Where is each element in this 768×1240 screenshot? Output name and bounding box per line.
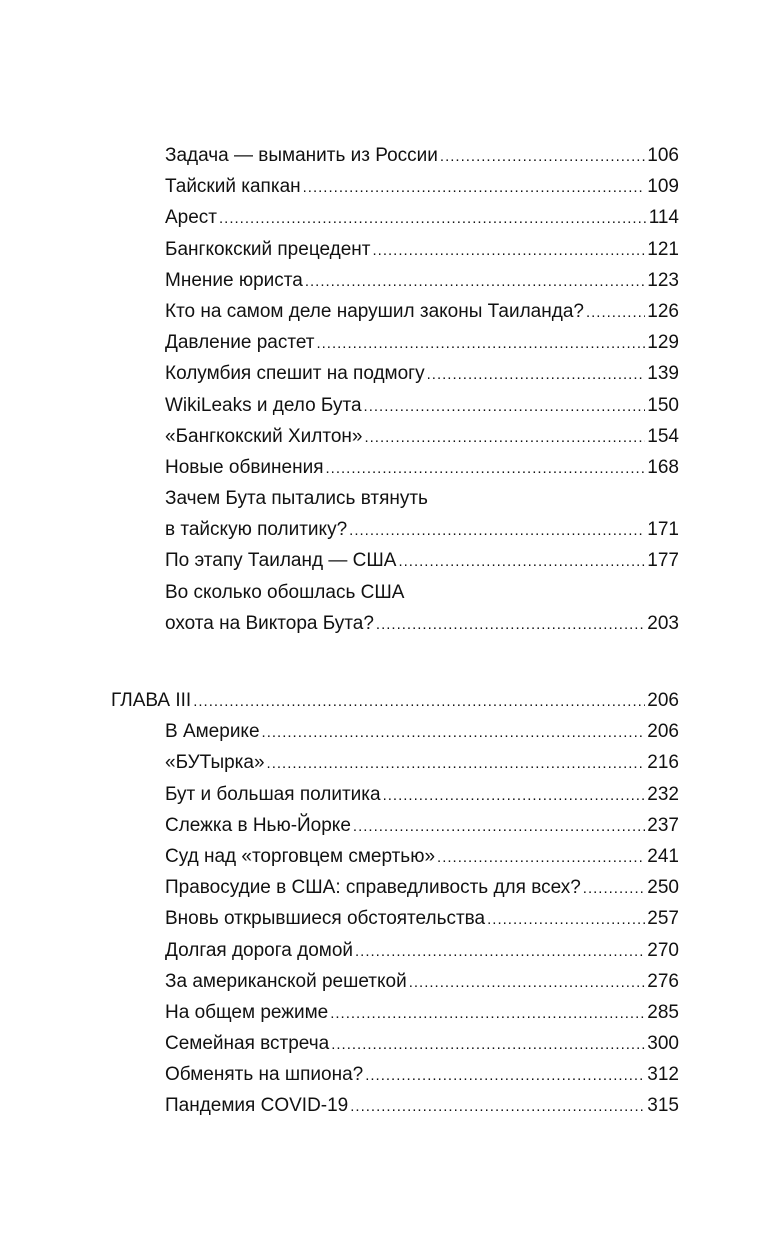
toc-entry-title: WikiLeaks и дело Бута [165, 394, 362, 416]
dot-leader [303, 172, 646, 203]
toc-entry [0, 872, 768, 903]
toc-entry-page: 121 [647, 238, 679, 260]
toc-entry-line [0, 483, 768, 514]
toc-entry-page: 203 [647, 612, 679, 634]
toc-entry-page: 154 [647, 425, 679, 447]
toc-entry [0, 903, 768, 934]
toc-entry-page: 257 [647, 908, 679, 930]
dot-leader [355, 936, 645, 967]
toc-entry-title: Колумбия спешит на подмогу [165, 363, 425, 385]
chapter-heading [0, 685, 768, 716]
toc-entry-line [0, 577, 768, 608]
toc-entry-title: «Бангкокский Хилтон» [165, 425, 363, 447]
toc-entry-title: «БУТырка» [165, 752, 265, 774]
table-of-contents [0, 140, 768, 1122]
toc-entry-page: 237 [647, 814, 679, 836]
toc-entry-page: 129 [647, 332, 679, 354]
chapter-page: 206 [647, 690, 679, 711]
dot-leader [427, 359, 646, 390]
toc-entry-page: 250 [647, 877, 679, 899]
toc-entry-title: На общем режиме [165, 1001, 329, 1023]
toc-entry [0, 265, 768, 296]
toc-entry [0, 390, 768, 421]
toc-entry [0, 358, 768, 389]
toc-entry [0, 966, 768, 997]
dot-leader [586, 297, 645, 328]
section-gap [0, 639, 768, 685]
dot-leader [437, 842, 645, 873]
toc-entry-page: 168 [647, 456, 679, 478]
toc-entry [0, 997, 768, 1028]
toc-entry-title: охота на Виктора Бута? [165, 612, 374, 634]
dot-leader [305, 266, 645, 297]
dot-leader [409, 967, 646, 998]
toc-entry-page: 123 [647, 269, 679, 291]
dot-leader [365, 1060, 645, 1091]
toc-entry-title: По этапу Таиланд — США [165, 550, 397, 572]
toc-entry-page: 126 [647, 300, 679, 322]
dot-leader [330, 998, 645, 1029]
dot-leader [376, 609, 645, 640]
toc-entry-title: Суд над «торговцем смертью» [165, 845, 436, 867]
toc-entry [0, 1028, 768, 1059]
toc-entry-page: 285 [647, 1001, 679, 1023]
toc-entry-title: Слежка в Нью-Йорке [165, 814, 351, 836]
toc-entry-page: 232 [647, 783, 679, 805]
toc-entry [0, 608, 768, 639]
toc-entry-title: Новые обвинения [165, 456, 324, 478]
toc-entry [0, 202, 768, 233]
toc-entry-page: 106 [647, 145, 679, 166]
dot-leader [219, 203, 647, 234]
dot-leader [350, 1091, 645, 1122]
toc-entry-page: 216 [647, 752, 679, 774]
toc-entry [0, 1059, 768, 1090]
toc-entry-title: Мнение юриста [165, 269, 303, 291]
toc-entry-page: 114 [648, 207, 679, 229]
toc-entry [0, 935, 768, 966]
toc-entry-title: в тайскую политику? [165, 519, 348, 541]
toc-entry-page: 270 [647, 939, 679, 961]
toc-entry [0, 841, 768, 872]
toc-entry-title: Давление растет [165, 332, 315, 354]
toc-entry-page: 177 [647, 550, 679, 572]
toc-entry-title: Пандемия COVID-19 [165, 1095, 349, 1117]
toc-entry-title: Арест [165, 207, 218, 229]
toc-entry-page: 150 [647, 394, 679, 416]
toc-entry-title: Долгая дорога домой [165, 939, 354, 961]
toc-entry-page: 206 [647, 721, 679, 743]
toc-entry [0, 810, 768, 841]
dot-leader [583, 873, 646, 904]
dot-leader [383, 780, 646, 811]
toc-entry [0, 296, 768, 327]
toc-entry [0, 234, 768, 265]
toc-entry-title: Тайский капкан [165, 176, 301, 198]
toc-entry-title: Семейная встреча [165, 1033, 330, 1055]
toc-entry [0, 327, 768, 358]
toc-entry-title: За американской решеткой [165, 970, 407, 992]
dot-leader [364, 422, 645, 453]
dot-leader [353, 811, 645, 842]
dot-leader [372, 235, 645, 266]
toc-entry [0, 779, 768, 810]
toc-entry-title: Бут и большая политика [165, 783, 381, 805]
dot-leader [331, 1029, 645, 1060]
dot-leader [316, 328, 645, 359]
toc-entry [0, 514, 768, 545]
toc-entry-page: 171 [647, 519, 679, 541]
toc-entry-title: Задача — выманить из России [165, 145, 438, 166]
dot-leader [267, 748, 646, 779]
toc-entry-page: 312 [647, 1064, 679, 1086]
dot-leader [364, 391, 646, 422]
toc-entry-title: Зачем Бута пытались втянуть [165, 488, 428, 510]
dot-leader [349, 515, 645, 546]
toc-entry-title: Во сколько обошлась США [165, 581, 405, 603]
toc-entry-title: Вновь открывшиеся обстоятельства [165, 908, 486, 930]
toc-entry [0, 747, 768, 778]
chapter-title: ГЛАВА III [111, 690, 192, 711]
toc-entry-page: 276 [647, 970, 679, 992]
toc-entry [0, 171, 768, 202]
toc-entry [0, 1090, 768, 1121]
toc-entry [0, 716, 768, 747]
toc-entry-title: Обменять на шпиона? [165, 1064, 364, 1086]
toc-entry [0, 545, 768, 576]
dot-leader [487, 904, 645, 935]
dot-leader [326, 453, 646, 484]
dot-leader [193, 686, 645, 717]
toc-entry-page: 139 [647, 363, 679, 385]
toc-entry [0, 421, 768, 452]
toc-entry-page: 241 [647, 845, 679, 867]
toc-entry-title: Правосудие в США: справедливость для всех? [165, 877, 581, 899]
toc-entry-title: Бангкокский прецедент [165, 238, 371, 260]
dot-leader [262, 717, 646, 748]
toc-entry [0, 140, 768, 171]
toc-entry-page: 300 [647, 1033, 679, 1055]
toc-entry-page: 315 [647, 1095, 679, 1117]
toc-entry [0, 452, 768, 483]
toc-entry-page: 109 [647, 176, 679, 198]
dot-leader [440, 141, 645, 172]
toc-entry-title: В Америке [165, 721, 260, 743]
toc-entry-title: Кто на самом деле нарушил законы Таиланда? [165, 300, 584, 322]
dot-leader [398, 546, 645, 577]
